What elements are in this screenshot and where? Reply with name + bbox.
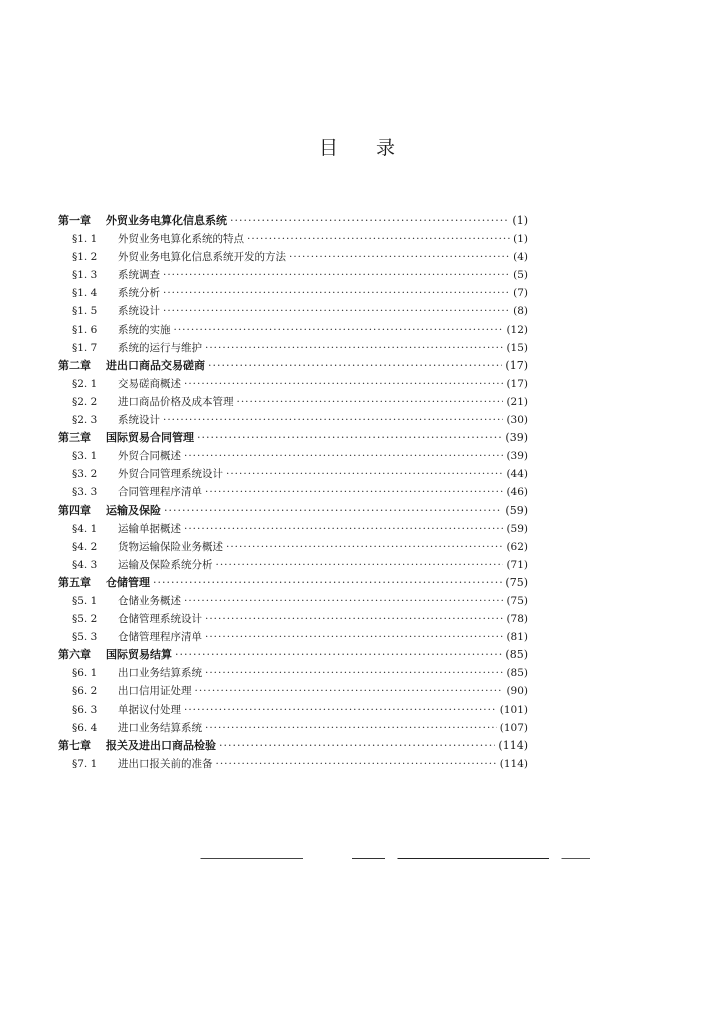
toc-dot-leader xyxy=(153,574,502,592)
toc-entry-title: 系统分析 xyxy=(118,287,160,300)
toc-entry-title: 进出口报关前的准备 xyxy=(118,757,213,770)
toc-dot-leader xyxy=(205,664,503,682)
toc-page-number: (15) xyxy=(506,341,528,354)
toc-entry-title: 外贸业务电算化信息系统 xyxy=(106,214,227,227)
toc-entry-title: 运输单据概述 xyxy=(118,522,181,535)
toc-dot-leader xyxy=(184,447,503,465)
toc-dot-leader xyxy=(205,483,503,501)
toc-entry-number: §4. 2 xyxy=(72,540,98,553)
toc-entry-number: §1. 1 xyxy=(72,233,98,246)
toc-page-number: (4) xyxy=(513,251,528,264)
toc-entry-title: 报关及进出口商品检验 xyxy=(106,738,216,752)
toc-entry-title: 出口信用证处理 xyxy=(118,685,192,698)
toc-dot-leader xyxy=(184,592,503,610)
toc-entry-number: 第二章 xyxy=(58,358,91,372)
toc-section-row xyxy=(58,610,528,628)
toc-entry-number: §6. 1 xyxy=(72,667,98,680)
toc-dot-leader xyxy=(184,701,497,719)
toc-section-row xyxy=(58,339,528,357)
toc-entry-title: 单据议付处理 xyxy=(118,703,181,716)
toc-section-row xyxy=(58,248,528,266)
toc-entry-number: §6. 2 xyxy=(72,685,98,698)
toc-dot-leader xyxy=(163,302,510,320)
toc-entry-number: 第五章 xyxy=(58,575,91,589)
toc-entry-number: §3. 1 xyxy=(72,450,98,463)
toc-dot-leader xyxy=(163,266,510,284)
title-char: 目 xyxy=(318,137,338,159)
toc-dot-leader xyxy=(195,682,504,700)
toc-entry-number: §5. 2 xyxy=(72,613,98,626)
toc-entry-number: §1. 4 xyxy=(72,287,98,300)
toc-entry-title: 仓储管理 xyxy=(106,575,150,589)
toc-dot-leader xyxy=(197,429,502,447)
toc-page-number: (75) xyxy=(505,575,528,589)
toc-section-row xyxy=(58,465,528,483)
toc-chapter-row xyxy=(58,212,528,230)
toc-entry-number: §1. 6 xyxy=(72,323,98,336)
page-title xyxy=(0,133,714,160)
toc-entry-number: §1. 2 xyxy=(72,251,98,264)
toc-section-row xyxy=(58,556,528,574)
toc-dot-leader xyxy=(175,646,502,664)
toc-entry-title: 运输及保险 xyxy=(106,503,161,517)
toc-entry-title: 系统调查 xyxy=(118,269,160,282)
toc-page-number: (62) xyxy=(506,540,528,553)
toc-dot-leader xyxy=(230,212,509,230)
title-char: 录 xyxy=(376,137,396,159)
toc-entry-title: 外贸业务电算化信息系统开发的方法 xyxy=(118,251,286,264)
toc-page-number: (1) xyxy=(513,233,528,246)
toc-section-row xyxy=(58,375,528,393)
toc-page-number: (17) xyxy=(506,377,528,390)
toc-page-number: (78) xyxy=(506,613,528,626)
toc-section-row xyxy=(58,538,528,556)
toc-page-number: (81) xyxy=(506,631,528,644)
toc-section-row xyxy=(58,592,528,610)
toc-entry-number: §5. 1 xyxy=(72,594,98,607)
toc-page-number: (46) xyxy=(506,486,528,499)
toc-entry-title: 仓储管理系统设计 xyxy=(118,613,202,626)
toc-chapter-row xyxy=(58,429,528,447)
toc-page-number: (85) xyxy=(505,648,528,662)
toc-entry-title: 系统设计 xyxy=(118,414,160,427)
toc-section-row xyxy=(58,628,528,646)
toc-entry-title: 系统的运行与维护 xyxy=(118,341,202,354)
toc-chapter-row xyxy=(58,737,528,755)
toc-page-number: (17) xyxy=(505,358,528,372)
toc-entry-number: §1. 5 xyxy=(72,305,98,318)
toc-page-number: (101) xyxy=(499,703,528,716)
toc-section-row xyxy=(58,719,528,737)
toc-page-number: (1) xyxy=(512,214,528,227)
toc-entry-title: 外贸合同概述 xyxy=(118,450,181,463)
toc-entry-number: §7. 1 xyxy=(72,757,98,770)
toc-entry-title: 进出口商品交易磋商 xyxy=(106,358,205,372)
toc-page-number: (75) xyxy=(506,594,528,607)
toc-page-number: (71) xyxy=(506,558,528,571)
toc-page-number: (5) xyxy=(513,269,528,282)
scan-artifact-line xyxy=(180,858,590,859)
toc-page-number: (107) xyxy=(499,721,528,734)
toc-entry-title: 合同管理程序清单 xyxy=(118,486,202,499)
toc-entry-number: §2. 2 xyxy=(72,395,98,408)
toc-dot-leader xyxy=(163,284,510,302)
toc-dot-leader xyxy=(205,339,503,357)
toc-entry-title: 系统的实施 xyxy=(118,323,171,336)
toc-dot-leader xyxy=(226,538,503,556)
toc-section-row xyxy=(58,682,528,700)
toc-entry-title: 进口商品价格及成本管理 xyxy=(118,395,234,408)
toc-section-row xyxy=(58,520,528,538)
toc-entry-number: §2. 1 xyxy=(72,377,98,390)
toc-entry-number: 第七章 xyxy=(58,738,91,752)
toc-chapter-row xyxy=(58,502,528,520)
toc-chapter-row xyxy=(58,574,528,592)
toc-entry-number: 第六章 xyxy=(58,648,91,662)
toc-entry-number: 第三章 xyxy=(58,431,91,445)
toc-entry-number: 第一章 xyxy=(58,214,91,227)
toc-dot-leader xyxy=(184,520,503,538)
toc-entry-title: 仓储管理程序清单 xyxy=(118,631,202,644)
toc-entry-number: §3. 2 xyxy=(72,468,98,481)
toc-section-row xyxy=(58,411,528,429)
toc-page-number: (30) xyxy=(506,414,528,427)
toc-section-row xyxy=(58,755,528,773)
toc-page-number: (114) xyxy=(499,757,528,770)
toc-entry-title: 系统设计 xyxy=(118,305,160,318)
toc-entry-number: §1. 3 xyxy=(72,269,98,282)
toc-entry-number: §6. 3 xyxy=(72,703,98,716)
table-of-contents xyxy=(58,212,528,773)
toc-entry-title: 国际贸易合同管理 xyxy=(106,431,194,445)
toc-page-number: (7) xyxy=(513,287,528,300)
toc-dot-leader xyxy=(163,411,503,429)
toc-dot-leader xyxy=(208,357,502,375)
toc-entry-title: 货物运输保险业务概述 xyxy=(118,540,223,553)
toc-section-row xyxy=(58,447,528,465)
toc-page-number: (39) xyxy=(505,431,528,445)
toc-dot-leader xyxy=(237,393,504,411)
toc-section-row xyxy=(58,664,528,682)
toc-dot-leader xyxy=(247,230,510,248)
toc-dot-leader xyxy=(174,321,504,339)
toc-dot-leader xyxy=(219,737,495,755)
toc-entry-number: §3. 3 xyxy=(72,486,98,499)
toc-section-row xyxy=(58,321,528,339)
toc-dot-leader xyxy=(164,502,502,520)
toc-entry-number: §5. 3 xyxy=(72,631,98,644)
toc-page-number: (8) xyxy=(513,305,528,318)
toc-entry-number: §4. 3 xyxy=(72,558,98,571)
toc-entry-title: 外贸业务电算化系统的特点 xyxy=(118,233,244,246)
toc-section-row xyxy=(58,284,528,302)
toc-section-row xyxy=(58,302,528,320)
toc-entry-title: 仓储业务概述 xyxy=(118,594,181,607)
toc-page-number: (59) xyxy=(506,522,528,535)
toc-dot-leader xyxy=(184,375,503,393)
toc-page-number: (114) xyxy=(498,738,528,752)
toc-entry-number: §2. 3 xyxy=(72,414,98,427)
toc-entry-number: §6. 4 xyxy=(72,721,98,734)
toc-section-row xyxy=(58,701,528,719)
toc-dot-leader xyxy=(289,248,510,266)
toc-dot-leader xyxy=(205,610,503,628)
toc-entry-title: 外贸合同管理系统设计 xyxy=(118,468,223,481)
toc-section-row xyxy=(58,266,528,284)
toc-section-row xyxy=(58,230,528,248)
toc-page-number: (90) xyxy=(506,685,528,698)
toc-page-number: (39) xyxy=(506,450,528,463)
toc-dot-leader xyxy=(216,755,497,773)
toc-dot-leader xyxy=(205,628,503,646)
toc-entry-number: 第四章 xyxy=(58,503,91,517)
toc-page-number: (44) xyxy=(506,468,528,481)
toc-section-row xyxy=(58,393,528,411)
toc-dot-leader xyxy=(216,556,504,574)
toc-page-number: (21) xyxy=(506,395,528,408)
toc-section-row xyxy=(58,483,528,501)
toc-dot-leader xyxy=(205,719,497,737)
toc-entry-title: 交易磋商概述 xyxy=(118,377,181,390)
toc-entry-number: §4. 1 xyxy=(72,522,98,535)
toc-dot-leader xyxy=(226,465,503,483)
toc-chapter-row xyxy=(58,646,528,664)
toc-page-number: (12) xyxy=(506,323,528,336)
toc-chapter-row xyxy=(58,357,528,375)
toc-entry-title: 国际贸易结算 xyxy=(106,648,172,662)
toc-entry-title: 运输及保险系统分析 xyxy=(118,558,213,571)
toc-page-number: (85) xyxy=(506,667,528,680)
toc-entry-title: 出口业务结算系统 xyxy=(118,667,202,680)
toc-entry-title: 进口业务结算系统 xyxy=(118,721,202,734)
toc-entry-number: §1. 7 xyxy=(72,341,98,354)
toc-page-number: (59) xyxy=(505,503,528,517)
